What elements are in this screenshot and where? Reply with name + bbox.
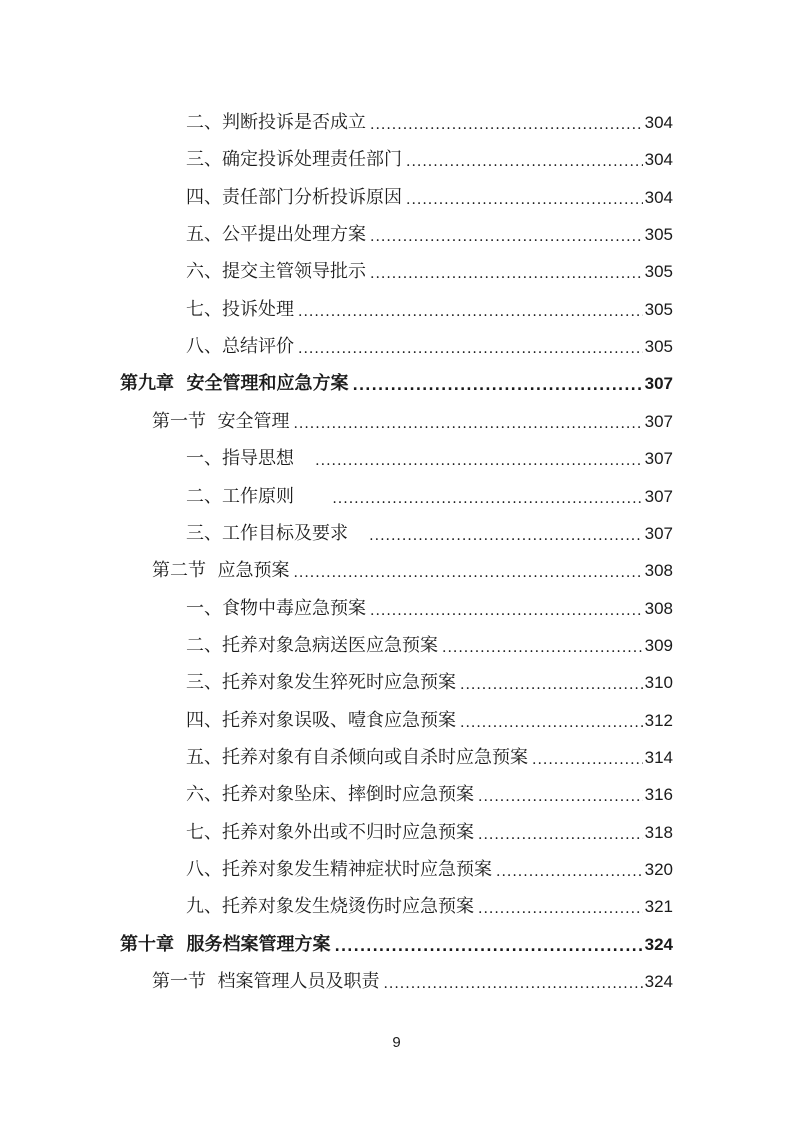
toc-entry[interactable] — [186, 143, 673, 171]
toc-entry[interactable] — [186, 629, 673, 657]
toc-entry-page: 308 — [644, 598, 673, 618]
toc-entry-page: 308 — [644, 561, 673, 581]
toc-entry[interactable] — [186, 181, 673, 209]
toc-entry-page: 305 — [644, 337, 673, 357]
toc-entry-label: 六、托养对象坠床、摔倒时应急预案 — [186, 784, 474, 806]
toc-leader-dots — [335, 938, 643, 956]
toc-entry[interactable] — [186, 218, 673, 246]
toc-leader-dots — [478, 826, 643, 844]
toc-leader-dots — [383, 975, 642, 993]
toc-entry-label: 第十章 服务档案管理方案 — [120, 933, 331, 955]
toc-entry[interactable] — [186, 666, 673, 694]
toc-entry-label: 第一节 档案管理人员及职责 — [152, 971, 380, 993]
toc-entry-page: 314 — [644, 747, 673, 767]
toc-entry-label: 七、托养对象外出或不归时应急预案 — [186, 821, 474, 843]
toc-entry-page: 305 — [644, 262, 673, 282]
toc-entry[interactable] — [152, 965, 673, 993]
toc-leader-dots — [442, 639, 643, 657]
toc-entry-label: 二、托养对象急病送医应急预案 — [186, 634, 438, 656]
toc-leader-dots — [370, 602, 643, 620]
toc-entry-page: 320 — [644, 860, 673, 879]
toc-entry[interactable] — [186, 704, 673, 732]
toc-entry[interactable] — [186, 816, 673, 844]
toc-entry-page: 304 — [644, 113, 673, 132]
toc-leader-dots — [406, 191, 643, 209]
toc-leader-dots — [532, 751, 643, 769]
toc-entry[interactable] — [186, 853, 673, 881]
toc-entry-page: 324 — [644, 972, 673, 992]
toc-entry-label: 七、投诉处理 — [186, 298, 294, 320]
toc-leader-dots — [293, 415, 642, 433]
toc-entry-page: 305 — [644, 299, 673, 319]
toc-leader-dots — [370, 116, 643, 134]
toc-entry-page: 307 — [644, 449, 673, 469]
toc-leader-dots — [298, 303, 643, 321]
toc-entry-label: 二、工作原则 — [186, 485, 329, 507]
toc-leader-dots — [370, 228, 643, 246]
toc-entry[interactable] — [186, 293, 673, 321]
toc-entry-label: 五、公平提出处理方案 — [186, 224, 366, 246]
toc-entry-label: 六、提交主管领导批示 — [186, 261, 366, 283]
toc-leader-dots — [369, 527, 642, 545]
toc-leader-dots — [293, 564, 642, 582]
toc-entry-page: 312 — [644, 710, 673, 730]
toc-entry-label: 三、工作目标及要求 — [186, 522, 366, 544]
toc-entry-label: 第一节 安全管理 — [152, 410, 290, 432]
toc-leader-dots — [332, 490, 642, 508]
toc-entry[interactable] — [186, 330, 673, 358]
toc-entry-label: 三、确定投诉处理责任部门 — [186, 149, 402, 171]
toc-entry[interactable] — [186, 741, 673, 769]
toc-leader-dots — [478, 788, 643, 806]
toc-leader-dots — [478, 900, 643, 918]
toc-entry[interactable] — [120, 367, 673, 395]
toc-leader-dots — [460, 676, 643, 694]
toc-entry-label: 一、食物中毒应急预案 — [186, 597, 366, 619]
toc-entry[interactable] — [186, 592, 673, 620]
page-number: 9 — [392, 1034, 401, 1051]
toc-entry-page: 321 — [644, 897, 673, 917]
toc-entry-page: 316 — [644, 785, 673, 805]
toc-leader-dots — [370, 265, 643, 283]
toc-entry[interactable] — [186, 106, 673, 134]
toc-leader-dots — [496, 863, 643, 881]
toc-leader-dots — [406, 153, 643, 171]
toc-entry-label: 八、托养对象发生精神症状时应急预案 — [186, 859, 492, 880]
toc-leader-dots — [353, 377, 643, 395]
toc-entry-label: 二、判断投诉是否成立 — [186, 112, 366, 133]
toc-entry-label: 九、托养对象发生烧烫伤时应急预案 — [186, 896, 474, 918]
toc-entry-page: 310 — [644, 673, 673, 693]
toc-entry-page: 307 — [644, 523, 673, 543]
toc-entry-label: 四、责任部门分析投诉原因 — [186, 186, 402, 208]
toc-entry-label: 四、托养对象误吸、噎食应急预案 — [186, 709, 456, 731]
toc-entry[interactable] — [186, 480, 673, 508]
toc-entry-page: 305 — [644, 225, 673, 245]
toc-entry[interactable] — [186, 517, 673, 545]
toc-entry-label: 三、托养对象发生猝死时应急预案 — [186, 672, 456, 694]
toc-entry-page: 304 — [644, 187, 673, 207]
toc-leader-dots — [298, 340, 643, 358]
toc-entry-page: 307 — [644, 486, 673, 506]
toc-entry[interactable] — [186, 890, 673, 918]
toc-entry-page: 307 — [644, 374, 673, 394]
toc-leader-dots — [315, 452, 642, 470]
toc-entry[interactable] — [186, 778, 673, 806]
toc-entry[interactable] — [152, 554, 673, 582]
toc-entry[interactable] — [152, 405, 673, 433]
toc-entry-label: 八、总结评价 — [186, 336, 294, 358]
toc-entry-label: 第二节 应急预案 — [152, 560, 290, 582]
toc-entry-label: 一、指导思想 — [186, 448, 312, 470]
toc-entry-label: 五、托养对象有自杀倾向或自杀时应急预案 — [186, 746, 528, 768]
toc-entry-page: 324 — [644, 934, 673, 954]
toc-entry[interactable] — [186, 255, 673, 283]
toc-entry[interactable] — [120, 928, 673, 956]
toc-entry-page: 304 — [644, 150, 673, 170]
toc-entry-page: 307 — [644, 411, 673, 431]
toc-entry-page: 309 — [644, 635, 673, 655]
toc-leader-dots — [460, 714, 643, 732]
toc-entry[interactable] — [186, 442, 673, 470]
toc-entry-label: 第九章 安全管理和应急方案 — [120, 373, 349, 395]
toc-entry-page: 318 — [644, 822, 673, 842]
